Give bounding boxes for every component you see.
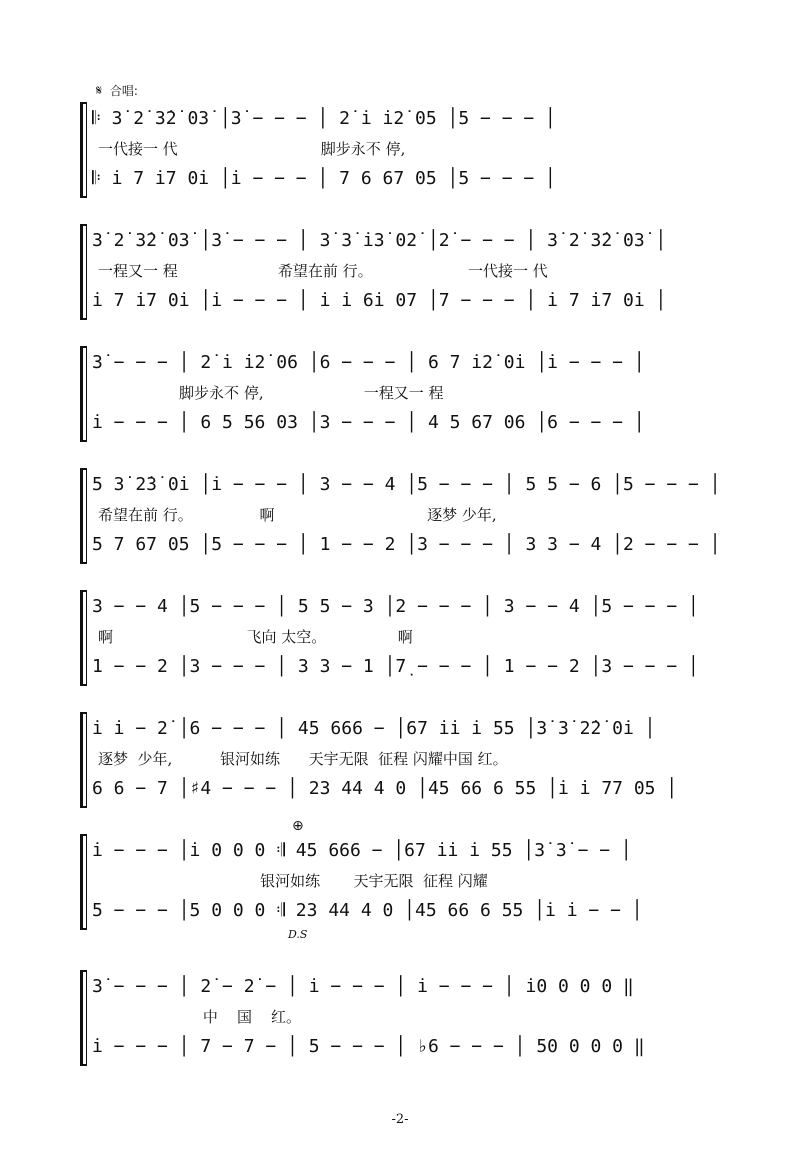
dal-segno-mark: D.S	[288, 928, 308, 941]
system-line	[86, 590, 87, 686]
system-line	[86, 102, 87, 198]
coda-icon: ⊕	[292, 818, 304, 834]
upper-voice: 3̇ − − − │ 2̇ − 2̇ − │ i̇ − − − │ i̇ − − − │ i̇0 0 0 0 ‖	[92, 976, 634, 997]
system-line	[86, 224, 87, 320]
lower-voice: 5 − − − │5 0 0 0 𝄇 23 44 4 0 │45 66 6 55 │i̇ i̇ − − │	[92, 900, 643, 921]
system-bracket	[80, 712, 83, 808]
system-line	[86, 834, 87, 930]
lower-voice: i̇ 7 i̇7 0i̇ │i̇ − − − │ i̇ i̇ 6i̇ 07 │7 − − − │ i̇ 7 i̇7 0i̇ │	[92, 290, 667, 311]
header	[96, 82, 138, 99]
lower-voice: i̇ − − − │ 7 − 7 − │ 5 − − − │ ♭6 − − − │ 50 0 0 0 ‖	[92, 1036, 645, 1057]
lyric-line: 一程又一 程 希望在前 行。 一代接一 代	[98, 262, 548, 280]
upper-voice: 5 3̇ 2̇3̇ 0i̇ │i̇ − − − │ 3 − − 4 │5 − − − │ 5 5 − 6 │5 − − − │	[92, 474, 721, 495]
lower-voice: 5 7 67 05 │5 − − − │ 1 − − 2 │3 − − − │ 3 3 − 4 │2 − − − │	[92, 534, 721, 555]
upper-voice: 𝄆 3̇ 2̇ 3̇2̇ 03̇ │3̇ − − − │ 2̇ i̇ i̇2̇ 05 │5 − − − │	[92, 108, 556, 129]
lyric-line: 脚步永不 停, 一程又一 程	[98, 384, 444, 402]
system-bracket	[80, 224, 83, 320]
system-bracket	[80, 468, 83, 564]
lyric-line: 逐梦 少年, 银河如练 天宇无限 征程 闪耀中国 红。	[98, 750, 508, 768]
segno-icon: 𝄋	[96, 83, 103, 99]
system-line	[86, 970, 87, 1066]
system-bracket	[80, 102, 83, 198]
page-number: -2-	[391, 1112, 409, 1127]
system-bracket	[80, 346, 83, 442]
upper-voice: 3 − − 4 │5 − − − │ 5 5 − 3 │2 − − − │ 3 − − 4 │5 − − − │	[92, 596, 699, 617]
lyric-line: 中 国 红。	[98, 1008, 302, 1026]
system-bracket	[80, 970, 83, 1066]
upper-voice: i̇ i̇ − 2̇ │6 − − − │ 45 666 − │67 i̇i̇ i̇ 55 │3̇ 3̇ 2̇2̇ 0i̇ │	[92, 718, 656, 739]
system-bracket	[80, 834, 83, 930]
lyric-line: 一代接一 代 脚步永不 停,	[98, 140, 406, 158]
lower-voice: 6 6 − 7 │♯4 − − − │ 23 44 4 0 │45 66 6 55 │i̇ i̇ 77 05 │	[92, 778, 678, 799]
system-bracket	[80, 590, 83, 686]
upper-voice: i̇ − − − │i̇ 0 0 0 𝄇 45 666 − │67 i̇i̇ i̇ 55 │3̇ 3̇ − − │	[92, 840, 632, 861]
upper-voice: 3̇ 2̇ 3̇2̇ 03̇ │3̇ − − − │ 3̇ 3̇ i̇3̇ 02̇ │2̇ − − − │ 3̇ 2̇ 3̇2̇ 03̇ │	[92, 230, 667, 251]
lyric-line: 银河如练 天宇无限 征程 闪耀	[98, 872, 488, 890]
upper-voice: 3̇ − − − │ 2̇ i̇ i̇2̇ 06 │6 − − − │ 6 7 i̇2̇ 0i̇ │i̇ − − − │	[92, 352, 645, 373]
chorus-label: 合唱:	[109, 84, 138, 98]
system-line	[86, 712, 87, 808]
lower-voice: 𝄆 i̇ 7 i̇7 0i̇ │i̇ − − − │ 7 6 67 05 │5 − − − │	[92, 168, 556, 189]
system-line	[86, 468, 87, 564]
lower-voice: 1 − − 2 │3 − − − │ 3 3 − 1 │7̣ − − − │ 1 − − 2 │3 − − − │	[92, 656, 699, 677]
lyric-line: 希望在前 行。 啊 逐梦 少年,	[98, 506, 497, 524]
lyric-line: 啊 飞向 太空。 啊	[98, 628, 413, 646]
lower-voice: i̇ − − − │ 6 5 56 03 │3 − − − │ 4 5 67 06 │6 − − − │	[92, 412, 645, 433]
system-line	[86, 346, 87, 442]
